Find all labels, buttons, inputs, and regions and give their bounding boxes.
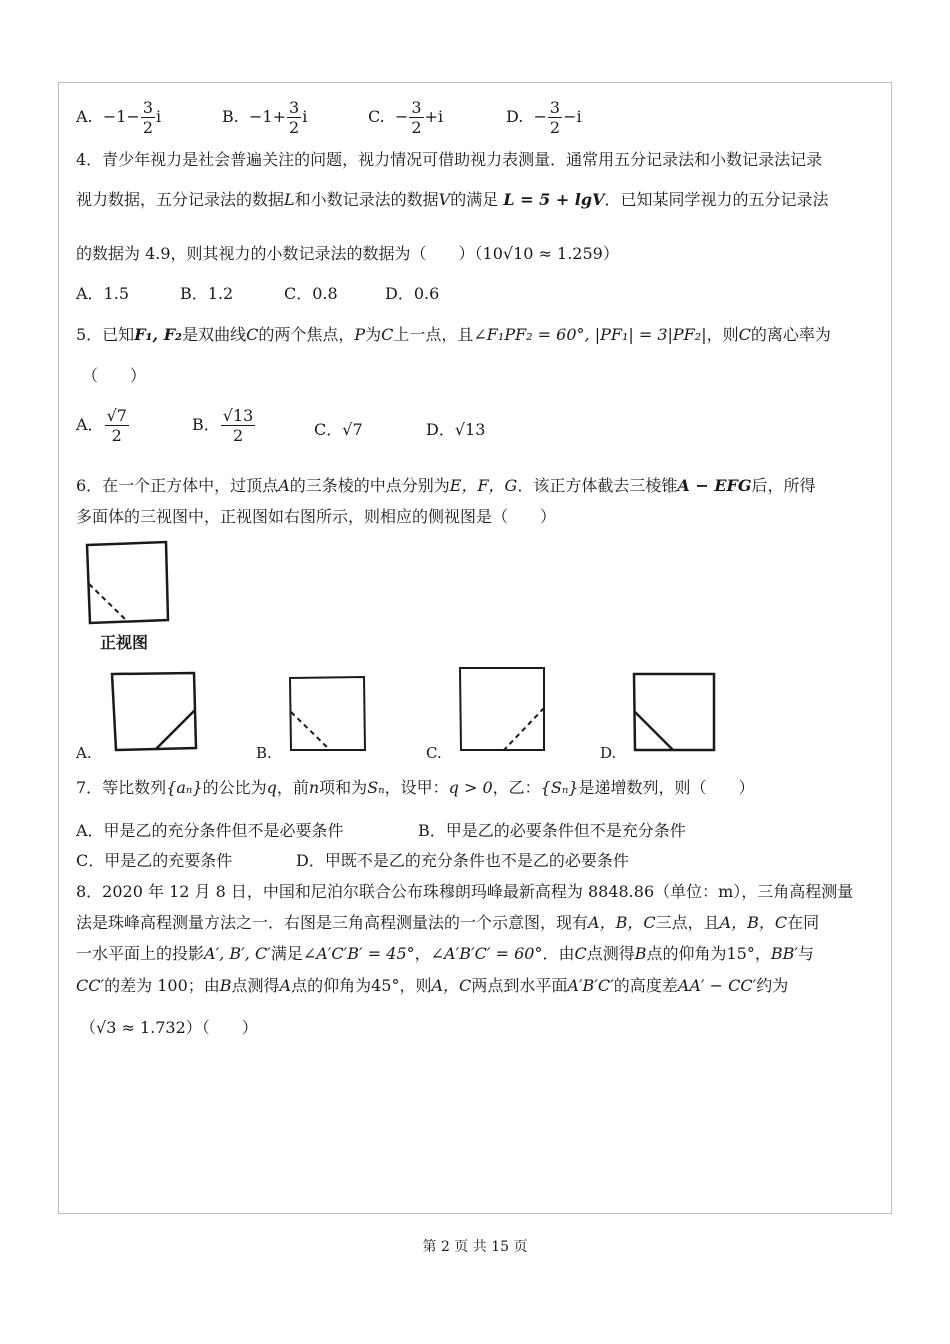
q4-option-a: A．1.5	[76, 284, 130, 303]
q3-option-a: A. −1− $\frac{3}{2}$ i	[76, 98, 162, 137]
q5-option-a: A． $\frac{√7}{2}$	[76, 406, 127, 445]
option-d-label: D.	[600, 744, 617, 762]
q4-option-b: B．1.2	[180, 284, 234, 303]
q5-condition: ∠F₁PF₂ = 60°, |PF₁| = 3|PF₂|	[473, 325, 707, 344]
q7-option-b: B．甲是乙的必要条件但不是充分条件	[418, 821, 686, 840]
q4-line3: 的数据为 4.9，则其视力的小数记录法的数据为（ ）（10√10 ≈ 1.259）	[76, 244, 619, 263]
side-view-option-d	[630, 670, 720, 756]
q3-option-c: C. − $\frac{3}{2}$ +i	[368, 98, 444, 137]
front-view-figure	[84, 540, 174, 626]
option-c-label: C.	[426, 744, 442, 762]
q4-hint: 10√10 ≈ 1.259	[482, 244, 603, 263]
side-view-option-c	[456, 664, 550, 756]
q4-option-c: C．0.8	[284, 284, 338, 303]
option-a-label: A.	[76, 744, 92, 762]
q6-line1: 6．在一个正方体中，过顶点A的三条棱的中点分别为E，F，G．该正方体截去三棱锥A − EFG后，所得	[76, 476, 816, 495]
q4-formula: L = 5 + lgV	[503, 190, 605, 209]
q7-option-c: C．甲是乙的充要条件	[76, 851, 233, 870]
q3-option-d: D. − $\frac{3}{2}$ −i	[506, 98, 582, 137]
q4-line1: 4．青少年视力是社会普遍关注的问题，视力情况可借助视力表测量．通常用五分记录法和小数记录法记录	[76, 150, 823, 169]
q5-paren: （ ）	[82, 366, 147, 385]
q7-option-a: A．甲是乙的充分条件但不是必要条件	[76, 821, 344, 840]
q8-hint: √3 ≈ 1.732	[96, 1018, 186, 1037]
q7-option-d: D．甲既不是乙的充分条件也不是乙的必要条件	[296, 851, 629, 870]
side-view-option-a	[108, 670, 200, 754]
q5-option-d: D．√13	[426, 420, 486, 439]
q5-option-c: C．√7	[314, 420, 363, 439]
q8-line1: 8．2020 年 12 月 8 日，中国和尼泊尔联合公布珠穆朗玛峰最新高程为 8848.86（单位：m），三角高程测量	[76, 882, 854, 901]
page-footer: 第 2 页 共 15 页	[422, 1239, 528, 1255]
q5-line1: 5．已知F₁, F₂是双曲线C的两个焦点，P为C上一点，且∠F₁PF₂ = 60°, |PF₁| = 3|PF₂|，则C的离心率为	[76, 325, 831, 344]
q4-line2: 视力数据，五分记录法的数据L和小数记录法的数据V的满足 L = 5 + lgV．已知某同学视力的五分记录法	[76, 190, 829, 209]
q6-line2: 多面体的三视图中，正视图如右图所示，则相应的侧视图是（ ）	[76, 507, 557, 526]
q4-option-d: D．0.6	[385, 284, 440, 303]
q8-line5: （√3 ≈ 1.732）（ ）	[80, 1018, 258, 1037]
q3-option-b: B. −1+ $\frac{3}{2}$ i	[222, 98, 308, 137]
q8-line3: 一水平面上的投影A′, B′, C′满足∠A′C′B′ = 45°，∠A′B′C′ = 60°．由C点测得B点的仰角为15°，BB′与	[76, 944, 815, 963]
front-view-caption: 正视图	[100, 633, 149, 652]
q7-line: 7．等比数列{aₙ}的公比为q，前n项和为Sₙ，设甲：q > 0，乙：{Sₙ}是递增数列，则（ ）	[76, 778, 755, 797]
q8-line2: 法是珠峰高程测量方法之一．右图是三角高程测量法的一个示意图，现有A，B，C三点，且A，B，C在同	[76, 913, 820, 932]
q8-line4: CC′的差为 100；由B点测得A点的仰角为45°，则A，C两点到水平面A′B′C′的高度差AA′ − CC′约为	[76, 976, 789, 995]
q5-option-b: B． $\frac{√13}{2}$	[192, 406, 254, 445]
option-b-label: B.	[256, 744, 272, 762]
side-view-option-b	[286, 674, 370, 754]
